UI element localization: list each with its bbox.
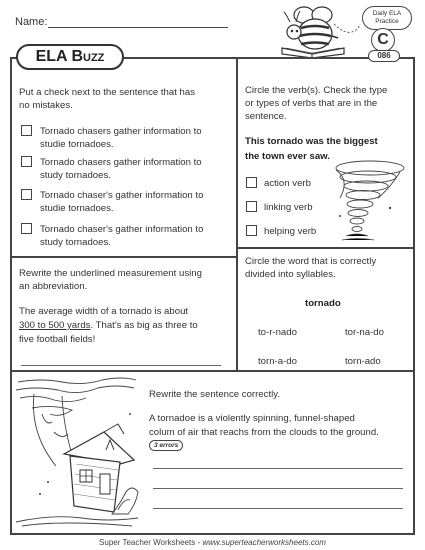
- syllable-choice-4[interactable]: torn-ado: [345, 356, 381, 367]
- q5-answer-line-3[interactable]: [153, 508, 403, 509]
- syllable-choice-3[interactable]: torn-a-do: [258, 356, 297, 367]
- page-title-text: ELA Buzz: [35, 48, 105, 65]
- q3-answer-line[interactable]: [21, 365, 221, 366]
- tornado-icon: [330, 158, 408, 244]
- q4-word: tornado: [305, 298, 341, 309]
- q3-passage-line-2-rest: . That's as big as three to: [90, 320, 198, 331]
- linking-verb-label: linking verb: [264, 202, 313, 213]
- q1-option-4: [40, 223, 203, 249]
- footer-link[interactable]: www.superteacherworksheets.com: [202, 538, 326, 547]
- q1-option-3-line-1: Tornado chaser's gather information to: [40, 190, 204, 201]
- q2-sentence-line-2: the town ever saw.: [245, 151, 330, 162]
- q1-option-4-line-1: Tornado chaser's gather information to: [40, 224, 204, 235]
- action-verb-label: action verb: [264, 178, 311, 189]
- page-title: [16, 44, 124, 70]
- q3-passage-line-3: five football fields!: [19, 334, 96, 345]
- q1-option-4-checkbox[interactable]: [21, 223, 32, 234]
- linking-verb-checkbox[interactable]: [246, 201, 257, 212]
- q5-sentence-line-2: colum of air that reachs from the clouds to the ground.: [149, 427, 379, 438]
- q4-prompt-line-1: Circle the word that is correctly: [245, 256, 377, 267]
- helping-verb-checkbox[interactable]: [246, 225, 257, 236]
- q1-option-1-line-2: studie tornadoes.: [40, 139, 114, 150]
- q1-option-1: [40, 125, 202, 151]
- q4-prompt-line-2: divided into syllables.: [245, 269, 336, 280]
- q1-option-3-checkbox[interactable]: [21, 189, 32, 200]
- house-in-tornado-icon: [12, 374, 142, 532]
- footer: [0, 538, 425, 547]
- q2-sentence-line-1: This tornado was the biggest: [245, 136, 378, 147]
- q1-prompt-line-1: Put a check next to the sentence that has: [19, 87, 195, 98]
- q2-prompt-line-3: sentence.: [245, 111, 287, 122]
- level-badge: C: [371, 28, 395, 52]
- worksheet-number: 086: [368, 50, 400, 62]
- q3-prompt-line-1: Rewrite the underlined measurement using: [19, 268, 202, 279]
- action-verb-checkbox[interactable]: [246, 177, 257, 188]
- syllable-choice-2[interactable]: tor-na-do: [345, 327, 384, 338]
- q5-answer-line-2[interactable]: [153, 488, 403, 489]
- q3-prompt-line-2: an abbreviation.: [19, 281, 88, 292]
- left-divider: [10, 256, 237, 258]
- errors-badge: 3 errors: [149, 440, 183, 451]
- q2-prompt: [245, 84, 387, 123]
- q5-sentence-line-1: A tornadoe is a violently spinning, funnel-shaped: [149, 413, 355, 424]
- q5-prompt: Rewrite the sentence correctly.: [149, 389, 280, 400]
- q3-passage-line-2: [19, 319, 198, 333]
- q4-prompt: [245, 255, 376, 281]
- q5-answer-line-1[interactable]: [153, 468, 403, 469]
- q3-prompt: [19, 267, 202, 293]
- badge-line-1: Daily ELA: [372, 10, 402, 17]
- q1-option-1-line-1: Tornado chasers gather information to: [40, 126, 202, 137]
- q1-prompt-line-2: no mistakes.: [19, 100, 73, 111]
- right-divider: [236, 247, 415, 249]
- name-label: Name:: [15, 16, 48, 28]
- syllable-choice-1[interactable]: to-r-nado: [258, 327, 297, 338]
- q1-option-2-line-2: study tornadoes.: [40, 170, 111, 181]
- bottom-divider: [10, 370, 415, 372]
- bee-reading-book-icon: [272, 4, 364, 58]
- q1-option-3-line-2: studie tornadoes.: [40, 203, 114, 214]
- footer-brand: Super Teacher Worksheets -: [99, 538, 203, 547]
- badge-line-2: Practice: [375, 18, 399, 25]
- daily-ela-badge: [362, 6, 412, 30]
- underlined-measurement: 300 to 500 yards: [19, 320, 91, 331]
- q1-option-4-line-2: study tornadoes.: [40, 237, 111, 248]
- q1-option-2-line-1: Tornado chasers gather information to: [40, 157, 202, 168]
- q1-option-3: [40, 189, 203, 215]
- name-line[interactable]: [48, 27, 228, 28]
- q1-option-2: [40, 156, 202, 182]
- q2-prompt-line-2: or types of verbs that are in the: [245, 98, 378, 109]
- q1-option-2-checkbox[interactable]: [21, 156, 32, 167]
- q1-prompt: [19, 86, 195, 112]
- q1-option-1-checkbox[interactable]: [21, 125, 32, 136]
- q5-sentence: [149, 412, 379, 440]
- q3-passage: [19, 305, 198, 347]
- helping-verb-label: helping verb: [264, 226, 317, 237]
- q2-prompt-line-1: Circle the verb(s). Check the type: [245, 85, 388, 96]
- q3-passage-line-1: The average width of a tornado is about: [19, 306, 189, 317]
- vertical-divider: [236, 57, 238, 371]
